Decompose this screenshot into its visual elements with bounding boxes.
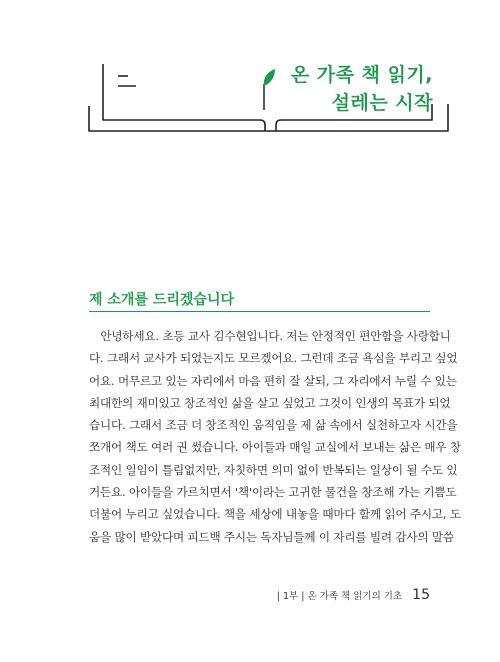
running-head-title: 온 가족 책 읽기의 기초 [307, 591, 403, 602]
section-heading: 제 소개를 드리겠습니다 [89, 292, 234, 308]
body-line: 움을 많이 받았다며 피드백 주시는 독자님들께 이 자리를 빌려 감사의 말씀 [89, 529, 454, 544]
body-line: 최대한의 재미있고 창조적인 삶을 살고 싶었고 그것이 인생의 목표가 되었 [89, 395, 451, 410]
body-paragraph [89, 325, 461, 548]
body-line: 어요. 머무르고 있는 자리에서 마음 편히 잘 살되, 그 자리에서 누릴 수 있는 [89, 373, 457, 388]
body-line: 습니다. 그래서 조금 더 창조적인 움직임을 제 삶 속에서 실천하고자 시간을 [89, 418, 458, 433]
chapter-title-line-1: 온 가족 책 읽기, [290, 64, 433, 86]
running-head [277, 588, 402, 602]
body-line: 거든요. 아이들을 가르치면서 '책'이라는 고귀한 물건을 창조해 가는 기쁨도 [89, 485, 457, 500]
body-line: 안녕하세요. 초등 교사 김수현입니다. 저는 안정적인 편안함을 사랑합니 [89, 329, 451, 343]
sprout-icon [264, 69, 275, 110]
chapter-title-line-2: 설레는 시작 [331, 92, 433, 114]
section-divider [89, 311, 430, 312]
page-number: 15 [412, 587, 430, 603]
body-line: 조적인 일임이 틀림없지만, 자칫하면 의미 없이 반복되는 일상이 될 수도 있 [89, 462, 458, 477]
body-line: 더불어 누리고 싶었습니다. 책을 세상에 내놓을 때마다 함께 읽어 주시고, 도 [89, 507, 461, 522]
body-line: 쪼개어 책도 여러 권 썼습니다. 아이들과 매일 교실에서 보내는 삶은 매우 창 [89, 440, 461, 455]
chapter-title [291, 61, 433, 117]
page-footer [277, 587, 430, 603]
dash-marks [118, 76, 136, 86]
body-line: 다. 그래서 교사가 되었는지도 모르겠어요. 그런데 조금 욕심을 부리고 싶었 [89, 351, 458, 366]
part-label: | 1부 | [276, 591, 305, 602]
